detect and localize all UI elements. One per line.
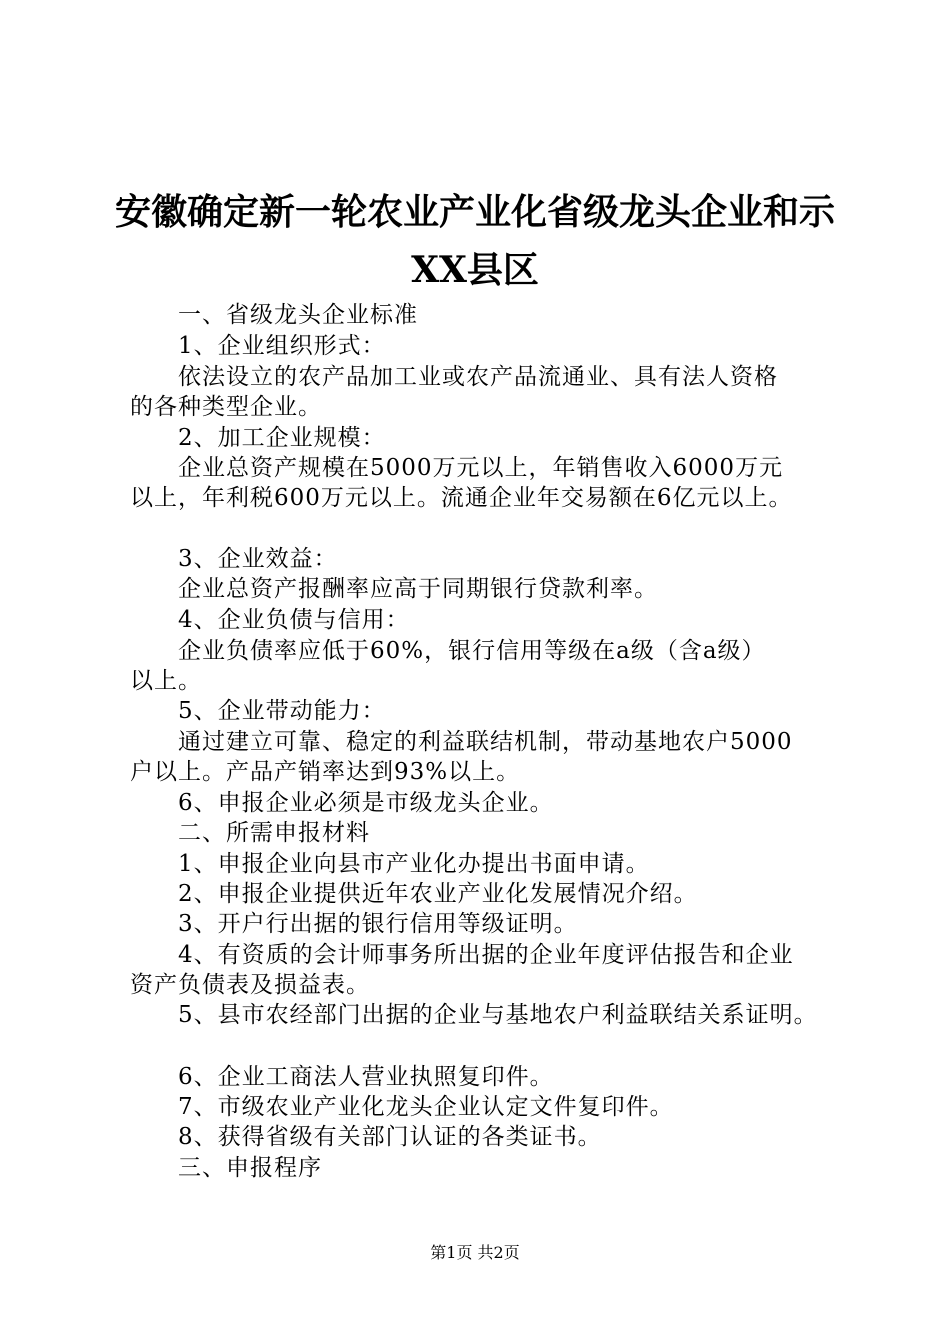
paragraph-line: 户以上。产品产销率达到93%以上。 (130, 759, 521, 785)
list-item: 6、企业工商法人营业执照复印件。 (178, 1064, 554, 1090)
paragraph-line: 企业负债率应低于60%，银行信用等级在a级（含a级） (178, 638, 766, 664)
list-item: 3、开户行出据的银行信用等级证明。 (178, 911, 578, 937)
item-heading: 1、企业组织形式： (178, 333, 386, 359)
paragraph-line: 通过建立可靠、稳定的利益联结机制，带动基地农户5000 (178, 729, 793, 755)
item-heading: 5、企业带动能力： (178, 698, 386, 724)
list-item: 7、市级农业产业化龙头企业认定文件复印件。 (178, 1094, 674, 1120)
item-heading: 4、企业负债与信用： (178, 607, 410, 633)
list-item: 5、县市农经部门出据的企业与基地农户利益联结关系证明。 (178, 1002, 818, 1028)
list-item: 1、申报企业向县市产业化办提出书面申请。 (178, 851, 650, 877)
document-title-line-2: XX县区 (411, 249, 539, 291)
section-heading-1: 一、省级龙头企业标准 (178, 302, 418, 328)
list-item-continuation: 资产负债表及损益表。 (130, 972, 370, 998)
item-heading: 6、申报企业必须是市级龙头企业。 (178, 790, 554, 816)
paragraph-line: 以上。 (130, 668, 202, 694)
paragraph-line: 的各种类型企业。 (130, 394, 322, 420)
list-item: 8、获得省级有关部门认证的各类证书。 (178, 1124, 602, 1150)
list-item: 2、申报企业提供近年农业产业化发展情况介绍。 (178, 881, 698, 907)
paragraph-line: 以上，年利税600万元以上。流通企业年交易额在6亿元以上。 (130, 485, 793, 511)
paragraph-line: 企业总资产报酬率应高于同期银行贷款利率。 (178, 576, 658, 602)
section-heading-3: 三、申报程序 (178, 1155, 322, 1181)
paragraph-line: 企业总资产规模在5000万元以上，年销售收入6000万元 (178, 455, 784, 481)
section-heading-2: 二、所需申报材料 (178, 820, 370, 846)
list-item: 4、有资质的会计师事务所出据的企业年度评估报告和企业 (178, 942, 794, 968)
item-heading: 2、加工企业规模： (178, 425, 386, 451)
paragraph-line: 依法设立的农产品加工业或农产品流通业、具有法人资格 (178, 364, 778, 390)
page-number-footer: 第1页 共2页 (430, 1243, 520, 1262)
item-heading: 3、企业效益： (178, 546, 338, 572)
document-title-line-1: 安徽确定新一轮农业产业化省级龙头企业和示 (114, 191, 835, 233)
